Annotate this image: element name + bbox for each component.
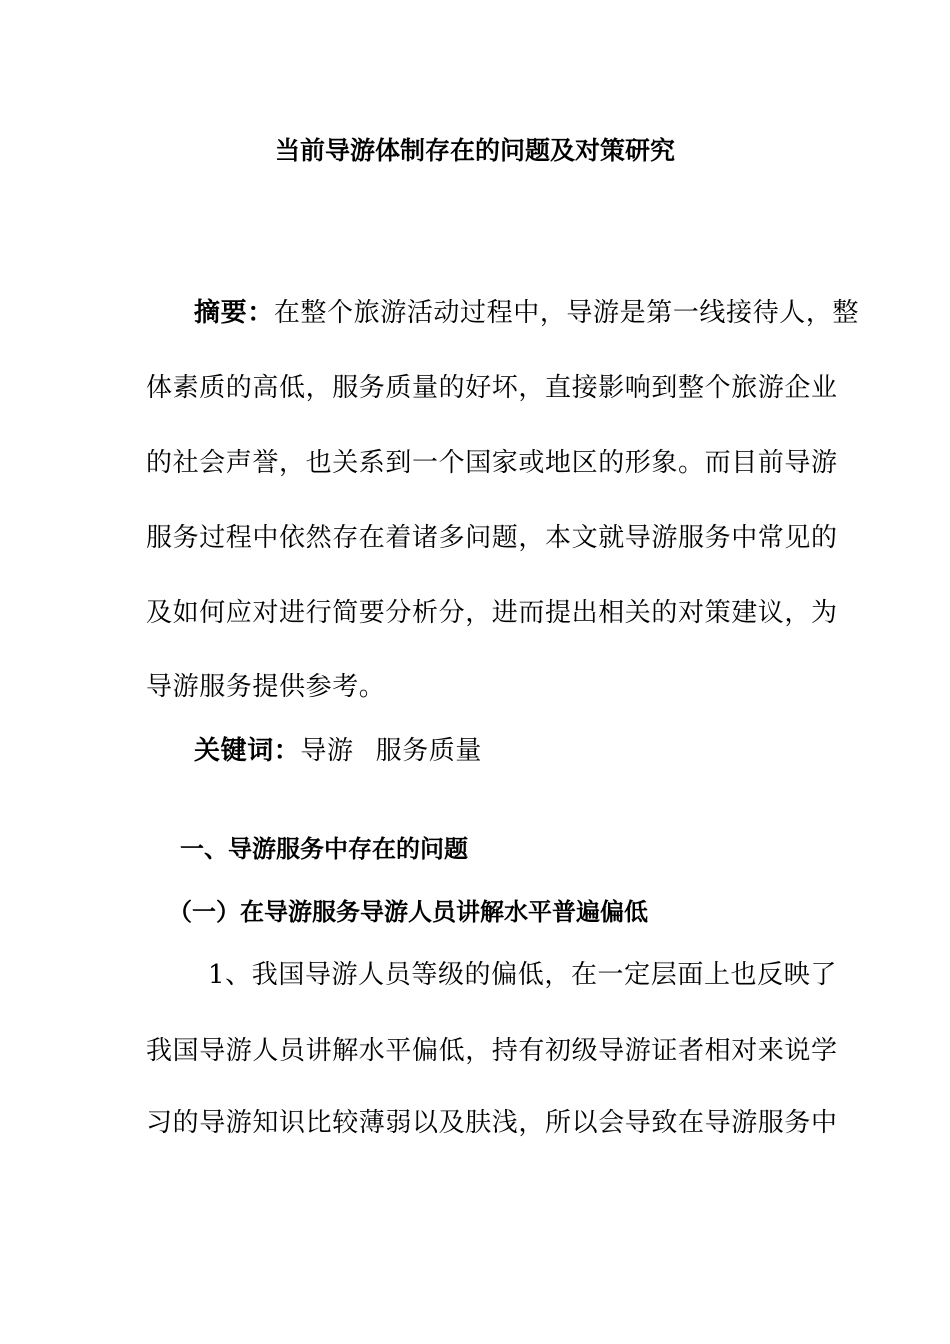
abstract-label: 摘要：	[194, 298, 274, 328]
abstract-text: 在整个旅游活动过程中，导游是第一线接待人，整	[273, 298, 860, 328]
keyword-item: 服务质量	[375, 736, 483, 766]
section-heading: 一、导游服务中存在的问题	[180, 835, 468, 863]
keywords-line	[194, 734, 482, 768]
abstract-line-1	[194, 296, 859, 330]
body-line-2: 我国导游人员讲解水平偏低，持有初级导游证者相对来说学	[146, 1036, 838, 1066]
body-line-1: 1、我国导游人员等级的偏低，在一定层面上也反映了	[208, 960, 837, 990]
abstract-line-6: 导游服务提供参考。	[146, 672, 386, 702]
keywords-label: 关键词：	[194, 736, 301, 766]
abstract-line-5: 及如何应对进行简要分析分，进而提出相关的对策建议，为	[146, 598, 838, 628]
abstract-line-4: 服务过程中依然存在着诸多问题，本文就导游服务中常见的	[146, 523, 838, 553]
abstract-line-2: 体素质的高低，服务质量的好坏，直接影响到整个旅游企业	[146, 373, 838, 403]
subsection-heading: （一）在导游服务导游人员讲解水平普遍偏低	[168, 898, 648, 926]
body-line-3: 习的导游知识比较薄弱以及肤浅，所以会导致在导游服务中	[146, 1108, 838, 1138]
abstract-line-3: 的社会声誉，也关系到一个国家或地区的形象。而目前导游	[146, 448, 838, 478]
document-title: 当前导游体制存在的问题及对策研究	[274, 136, 675, 165]
keyword-item: 导游	[300, 736, 354, 766]
